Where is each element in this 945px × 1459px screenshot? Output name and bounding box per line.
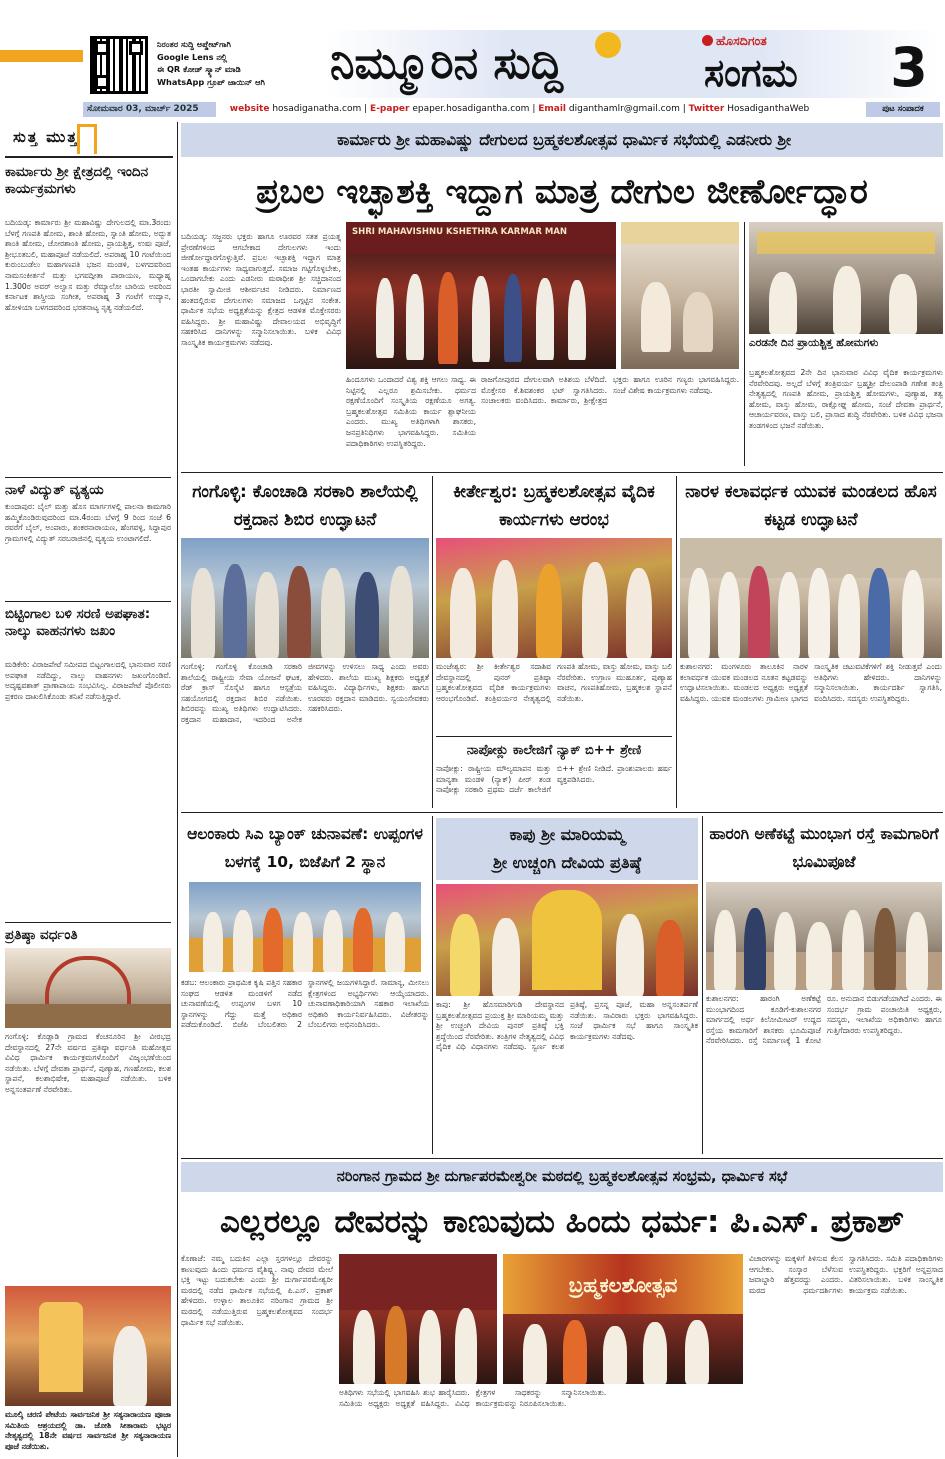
brand-logo (702, 33, 842, 49)
story-c (680, 476, 942, 808)
sidebar-photo-pooja[interactable] (5, 1286, 171, 1406)
sidebar-story-2-head: ನಾಳೆ ವಿದ್ಯುತ್ ವ್ಯತ್ಯಯ (5, 482, 104, 498)
column-rule (702, 816, 703, 1154)
story-d-body: ನಾಪೋಕ್ಲು: ರಾಷ್ಟ್ರೀಯ ಮೌಲ್ಯಮಾಪನ ಮತ್ತು ಮಾನ್ಯತಾ ಮಂಡಳಿ (ನ್ಯಾಕ್) ಪೀರ್ ತಂಡ ನಾಪೋಕ್ಲು ಸರಕಾರಿ ಪ್ರಥಮ ದರ್ಜೆ ಕಾಲೇಜಿಗೆ ಬಿ++ ಶ್ರೇಣಿ ನೀಡಿದೆ. ಪ್ರಾಂಶುಪಾಲರು ಹರ್ಷ ವ್ಯಕ್ತಪಡಿಸಿದರು. (436, 764, 672, 795)
story-e-photo[interactable] (189, 882, 421, 972)
masthead (0, 0, 945, 118)
story-b-headline: ಕೀರ್ತೇಶ್ವರ: ಬ್ರಹ್ಮಕಲಶೋತ್ಸವ ವೈದಿಕ ಕಾರ್ಯಗಳು ಆರಂಭ (453, 482, 655, 530)
bottom-story (181, 1160, 943, 1456)
story-a-photo[interactable] (181, 538, 429, 658)
qr-note-line: Google Lens ನಲ್ಲಿ (157, 51, 228, 62)
accent-bar (0, 50, 83, 62)
section-rule (181, 472, 943, 473)
story-b-body: ಮಂಜೇಶ್ವರ: ಶ್ರೀ ಕೀರ್ತೇಶ್ವರ ಸದಾಶಿವ ದೇವಸ್ಥಾನದಲ್ಲಿ ಪುನರ್ ಪ್ರತಿಷ್ಠಾ ಬ್ರಹ್ಮಕಲಶೋತ್ಸವದ ವೈದಿಕ ಕಾರ್ಯಕ್ರಮಗಳು ಆರಂಭಗೊಂಡಿವೆ. ತಂತ್ರಿವರ್ಯರ ನೇತೃತ್ವದಲ್ಲಿ ಗಣಪತಿ ಹೋಮ, ವಾಸ್ತು ಹೋಮ, ವಾಸ್ತು ಬಲಿ ನೆರವೇರಿತು. ಉಗ್ರಾಣ ಮುಹೂರ್ತ, ಪುಣ್ಯಾಹ ವಾಚನ, ಗಣಪತಿಹೋಮ, ಬ್ರಹ್ಮಕಲಶ ಸ್ಥಾಪನೆ ನಡೆಯಿತು. (436, 662, 672, 703)
separator: | (364, 104, 368, 114)
masthead-title: ನಿಮ್ಮೂರಿನ ಸುದ್ದಿ (330, 38, 564, 89)
lead-story (181, 120, 943, 472)
sidebar-story-1-head: ಕಾರ್ಮಾರು ಶ್ರೀ ಕ್ಷೇತ್ರದಲ್ಲಿ ಇಂದಿನ ಕಾರ್ಯಕ್ರಮಗಳು (5, 164, 149, 197)
qr-note-line: ನಿರಂತರ ಸುದ್ದಿ ಅಪ್ಡೇಟ್‌ಗಾಗಿ (157, 39, 231, 49)
side-photo-homa[interactable] (749, 222, 943, 334)
story-a-body: ಗಂಗೊಳ್ಳಿ: ಗಂಗೊಳ್ಳಿ ಕೊಂಚಾಡಿ ಸರಕಾರಿ ಶಾಲೆಯಲ್ಲಿ ರಾಷ್ಟ್ರೀಯ ಸೇವಾ ಯೋಜನೆ ಘಟಕ, ರೆಡ್ ಕ್ರಾಸ್ ಸೊಸೈಟಿ ಹಾಗೂ ಆಸ್ಪತ್ರೆಯ ಸಹಯೋಗದಲ್ಲಿ ರಕ್ತದಾನ ಶಿಬಿರ ನಡೆಯಿತು. ಶಿಬಿರವನ್ನು ಮುಖ್ಯ ಅತಿಥಿಗಳು ಉದ್ಘಾಟಿಸಿದರು. ರಕ್ತದಾನ ಮಹಾದಾನ, ಇದರಿಂದ ಅನೇಕ ಜೀವಗಳನ್ನು ಉಳಿಸಲು ಸಾಧ್ಯ ಎಂದು ಅವರು ಹೇಳಿದರು. ಶಾಲೆಯ ಮುಖ್ಯ ಶಿಕ್ಷಕರು ಅಧ್ಯಕ್ಷತೆ ವಹಿಸಿದ್ದರು. ವಿದ್ಯಾರ್ಥಿಗಳು, ಶಿಕ್ಷಕರು ಹಾಗೂ ಊರವರು ರಕ್ತದಾನ ಮಾಡಿದರು. ಸ್ವಯಂಸೇವಕರು ಸಹಕರಿಸಿದರು. (181, 662, 429, 724)
divider (5, 601, 171, 602)
lead-body-right: ರಾಜಗೋಪುರದ ದೇಗುಲವಾಗಿ ಅತಿಶಯ ಬೆಳೆದಿದೆ. ಮೊಕ್ತೇಸರ ಕೆ.ಶಿವಶಂಕರ ಭಟ್ ಸ್ವಾಗತಿಸಿದರು. ಸಂಚಾಲಕರು ವಂದಿಸಿದರು. ಕಾರ್ಮಾರು, ಶ್ರೀಕ್ಷೇತ್ರದ ಭಕ್ತರು ಹಾಗೂ ಊರಿನ ಗಣ್ಯರು ಭಾಗವಹಿಸಿದ್ದರು. ಸಂಜೆ ವಿಶೇಷ ಕಾರ್ಯಕ್ರಮಗಳು ನಡೆದವು. (481, 375, 739, 406)
sidebar-story-1-body: ಬದಿಯಡ್ಕ: ಕಾರ್ಮಾರು ಶ್ರೀ ಮಹಾವಿಷ್ಣು ದೇಗುಲದಲ್ಲಿ ಮಾ.3ರಂದು ಬೆಳಗ್ಗೆ ಗಣಪತಿ ಹೋಮ, ಶಾಂತಿ ಹೋಮ, ಸ್ವಾಂತಿ ಹೋಮ, ಅದ್ಭುತ ಶಾಂತಿ ಹೋಮ, ಚೋರಶಾಂತಿ ಹೋಮ, ಪ್ರಾಯಶ್ಚಿತ್ತ, ಉಷಃ ಪೂಜೆ, ಶ್ರೀಭೂತಬಲಿ, ಮಹಾಪೂಜೆ ನಡೆಯಲಿದೆ. ಅಪರಾಹ್ನ 10 ಗಂಟೆಯಿಂದ ಕುರುಂಬುಡೆಲು ಮಹಾಗಣಪತಿ ಭಜನ ಮಂಡಳಿ, ಬಳಗದವರಿಂದ ನಾಮಸಂಕೀರ್ತನೆ ಮತ್ತು ಭಗವದ್ಗೀತಾ ಪಾರಾಯಣ, ಮಧ್ಯಾಹ್ನ 1.300ರ ಅವರ್ ಅಲ್ವಾಸ ಮತ್ತು ರೆಮ್ಯಾಲೋ ಬಾರಿಯ ಅವರಿಂದ ಕರ್ನಾಟಕ ಶಾಸ್ತ್ರೀಯ ಸಂಗೀತ, ಅಪರಾಹ್ನ 3 ಗಂಟೆಗೆ ಉದ್ಯಾನ, ಹೋಳಿಯಾ ಬಳಗದವರಿಂದ ಭರತನಾಟ್ಯ ನೃತ್ಯ ನಡೆಯಲಿದೆ. (5, 218, 171, 312)
twitter-link[interactable]: HosadiganthaWeb (727, 104, 810, 114)
story-d (436, 740, 672, 808)
section-rule (436, 736, 672, 737)
side-story-body: ಬ್ರಹ್ಮಕಲಶೋತ್ಸವದ 2ನೇ ದಿನ ಭಾನುವಾರ ವಿವಿಧ ವೈದಿಕ ಕಾರ್ಯಕ್ರಮಗಳು ನೆರವೇರಿದವು. ಅಲ್ಲದೆ ಬೆಳಗ್ಗೆ ತಂತ್ರಿವರ್ಯ ಬ್ರಹ್ಮಶ್ರೀ ದೇಲಂಪಾಡಿ ಗಣೇಶ ತಂತ್ರಿ ನೇತೃತ್ವದಲ್ಲಿ ಗಣಪತಿ ಹೋಮ, ಪ್ರಾಯಶ್ಚಿತ್ತ ಹೋಮಗಳು, ಪುಣ್ಯಾಹ, ತತ್ವ ಹೋಮ, ವಾಸ್ತು ಹೋಮ, ರಾಕ್ಷೋಘ್ನ ಹೋಮ, ಸಂಜೆ ದೇವತಾ ಪ್ರಾರ್ಥನೆ, ಆಚಾರ್ಯವರಣ, ವಾಸ್ತು ಬಲಿ, ಪ್ರಾಸಾದ ಶುದ್ಧಿ ನೆರವೇರಿತು. ಬಳಿಕ ವಿವಿಧ ಭಜನಾ ತಂಡಗಳಿಂದ ಭಜನೆ ನಡೆಯಿತು. (749, 368, 943, 430)
story-g-body: ಕುಶಾಲನಗರ: ಹಾರಂಗಿ ಅಣೆಕಟ್ಟೆ ಮುಂಭಾಗದಿಂದ ಕೂಡಿಗೆ-ಕುಶಾಲನಗರ ಮಾರ್ಗದಲ್ಲಿ ಅರ್ಧ ಕಿಲೋಮೀಟರ್ ಉದ್ದದ ರಸ್ತೆಯ ಕಾಮಗಾರಿಗೆ ಶಾಸಕರು ಭೂಮಿಪೂಜೆ ನೆರವೇರಿಸಿದರು. ರಸ್ತೆ ನಿರ್ಮಾಣಕ್ಕೆ 1 ಕೋಟಿ ರೂ. ಅನುದಾನ ಬಿಡುಗಡೆಯಾಗಿದೆ ಎಂದರು. ಈ ಸಂದರ್ಭ ಗ್ರಾಮ ಪಂಚಾಯಿತಿ ಅಧ್ಯಕ್ಷರು, ಸದಸ್ಯರು, ಇಲಾಖೆಯ ಅಧಿಕಾರಿಗಳು ಹಾಗೂ ಗುತ್ತಿಗೆದಾರರು ಉಪಸ್ಥಿತರಿದ್ದರು. (706, 994, 942, 1046)
divider (5, 477, 171, 478)
lead-body-mid: ಹಿಂದೂಗಳು ಒಂದಾದರೆ ವಿಶ್ವ ಶಕ್ತಿ ಆಗಲು ಸಾಧ್ಯ. ಈ ನಿಟ್ಟಿನಲ್ಲಿ ಎಲ್ಲರೂ ಶ್ರಮಿಸಬೇಕು. ಧರ್ಮದ ರಕ್ಷಣೆಯೊಂದಿಗೆ ಸಂಸ್ಕೃತಿಯ ರಕ್ಷಣೆಯೂ ಅಗತ್ಯ. ಬ್ರಹ್ಮಕಲಶೋತ್ಸವ ಸಮಿತಿಯ ಕಾರ್ಯ ಶ್ಲಾಘನೀಯ ಎಂದರು. ಮುಖ್ಯ ಅತಿಥಿಗಳಾಗಿ ಶಾಸಕರು, ಜನಪ್ರತಿನಿಧಿಗಳು ಭಾಗವಹಿಸಿದ್ದರು. ಸಮಿತಿಯ ಪದಾಧಿಕಾರಿಗಳು ಉಪಸ್ಥಿತರಿದ್ದರು. (346, 375, 476, 448)
bottom-photo-stage[interactable] (503, 1254, 743, 1384)
story-b-photo[interactable] (436, 538, 672, 658)
separator: | (532, 104, 536, 114)
story-f-body: ಕಾಪು: ಶ್ರೀ ಹೊಸಮಾರಿಗುಡಿ ದೇವಸ್ಥಾನದ ಬ್ರಹ್ಮಕಲಶೋತ್ಸವದ ಪ್ರಯುಕ್ತ ಶ್ರೀ ಮಾರಿಯಮ್ಮ ಮತ್ತು ಶ್ರೀ ಉಚ್ಚಂಗಿ ದೇವಿಯ ಪುನರ್ ಪ್ರತಿಷ್ಠೆ ಭಕ್ತಿ ಶ್ರದ್ಧೆಯಿಂದ ನೆರವೇರಿತು. ತಂತ್ರಿಗಳ ನೇತೃತ್ವದಲ್ಲಿ ವಿವಿಧ ವೈದಿಕ ವಿಧಿ ವಿಧಾನಗಳು ನಡೆದವು. ಸ್ವರ್ಣ ಕಲಶ ಪ್ರತಿಷ್ಠೆ, ಪ್ರಸನ್ನ ಪೂಜೆ, ಮಹಾ ಅನ್ನಸಂತರ್ಪಣೆ ನಡೆಯಿತು. ಸಾವಿರಾರು ಭಕ್ತರು ಭಾಗವಹಿಸಿದ್ದರು. ಸಂಜೆ ಧಾರ್ಮಿಕ ಸಭೆ ಹಾಗೂ ಸಾಂಸ್ಕೃತಿಕ ಕಾರ್ಯಕ್ರಮಗಳು ನಡೆದವು. (436, 1000, 698, 1052)
frame-icon (77, 124, 97, 154)
story-e-headline: ಆಲಂಕಾರು ಸಿಎ ಬ್ಯಾಂಕ್ ಚುನಾವಣೆ: ಉಪ್ಪಂಗಳ ಬಳಗಕ್ಕೆ 10, ಬಿಜೆಪಿಗೆ 2 ಸ್ಥಾನ (187, 825, 423, 871)
sidebar-story-4-body: ಗಂಗೊಳ್ಳಿ: ಕೊಡ್ಲಾಡಿ ಗ್ರಾಮದ ಕೆಂಚನೂರಿನ ಶ್ರೀ ವೀರಭದ್ರ ದೇವಸ್ಥಾನದಲ್ಲಿ 27ನೇ ವರ್ಷದ ಪ್ರತಿಷ್ಠಾ ವರ್ಧಂತಿ ಮಹೋತ್ಸವ ವಿವಿಧ ಧಾರ್ಮಿಕ ಕಾರ್ಯಕ್ರಮಗಳೊಂದಿಗೆ ವಿಜೃಂಭಣೆಯಿಂದ ನಡೆಯಿತು. ಬೆಳಗ್ಗೆ ದೇವತಾ ಪ್ರಾರ್ಥನೆ, ಪುಣ್ಯಾಹ, ಗಣಹೋಮ, ಕಲಶ ಸ್ಥಾಪನೆ, ಕಲಶಾಭಿಷೇಕ, ಮಹಾಪೂಜೆ ನಡೆಯಿತು. ಬಳಿಕ ಅನ್ನಸಂತರ್ಪಣೆ ನೆರವೇರಿತು. (5, 1032, 171, 1094)
brand-logo-icon (702, 35, 713, 46)
section-rule (181, 812, 943, 813)
story-g-photo[interactable] (706, 882, 942, 990)
issue-date: ಸೋಮವಾರ 03, ಮಾರ್ಚ್ 2025 (83, 102, 216, 117)
column-rule (177, 122, 178, 1457)
sidebar-photo-caption: ಮೂಲ್ಕಿ ಚರಣಿ ಪೇಟೆಯ ಸಾರ್ವಜನಿಕ ಶ್ರೀ ಸತ್ಯನಾರಾಯಣ ಪೂಜಾ ಸಮಿತಿಯ ಆಶ್ರಯದಲ್ಲಿ ಡಾ. ಜೋಶಿ ಸೀತಾರಾಮ ಭಟ್ಟರ ನೇತೃತ್ವದಲ್ಲಿ 18ನೇ ವರ್ಷದ ಸಾರ್ವಜನಿಕ ಶ್ರೀ ಸತ್ಯನಾರಾಯಣ ಪೂಜೆ ನಡೆಯಿತು. (5, 1410, 171, 1451)
section-name: ಸಂಗಮ (704, 51, 798, 95)
lead-photo-ritual[interactable] (621, 222, 739, 369)
column-rule (744, 222, 745, 466)
epaper-link[interactable]: epaper.hosadigantha.com (412, 104, 530, 114)
divider (5, 922, 171, 923)
qr-note-line: WhatsApp ಗ್ರೂಪ್ ಜಾಯಿನ್ ಆಗಿ (157, 76, 265, 87)
sidebar-story-4-head: ಪ್ರತಿಷ್ಠಾ ವರ್ಧಂತಿ (5, 927, 78, 943)
sidebar (5, 122, 173, 1457)
story-d-headline: ನಾಪೋಕ್ಲು ಕಾಲೇಜಿಗೆ ನ್ಯಾಕ್ ಬಿ++ ಶ್ರೇಣಿ (466, 743, 642, 758)
story-f-photo[interactable] (436, 884, 698, 996)
epaper-label: E-paper (370, 104, 410, 114)
bottom-kicker: ನರಿಂಗಾನ ಗ್ರಾಮದ ಶ್ರೀ ದುರ್ಗಾಪರಮೇಶ್ವರೀ ಮಠದಲ್ಲಿ ಬ್ರಹ್ಮಕಲಶೋತ್ಸವ ಸಂಭ್ರಮ, ಧಾರ್ಮಿಕ ಸಭೆ (336, 1169, 788, 1185)
sidebar-logo (5, 124, 173, 158)
stage-banner: ಬ್ರಹ್ಮಕಲಶೋತ್ಸವ (568, 1273, 678, 1297)
bottom-headline: ಎಲ್ಲರಲ್ಲೂ ದೇವರನ್ನು ಕಾಣುವುದು ಹಿಂದು ಧರ್ಮ: ಪಿ.ಎಸ್. ಪ್ರಕಾಶ್ (220, 1204, 904, 1240)
website-link[interactable]: hosadiganatha.com (272, 104, 362, 114)
lead-body-left: ಬದಿಯಡ್ಕ: ಸಜ್ಜನರು ಭಕ್ತರು ಹಾಗೂ ಊರವರ ಸತತ ಪ್ರಯತ್ನ ಪ್ರೇರಣೆಗಳಿಂದ ಆಗಬೇಕಾದ ದೇಗುಲಗಳು ಇಂದು ಜೀರ್ಣೋದ್ಧಾರಗೊಳ್ಳುತ್ತಿವೆ. ಪ್ರಬಲ ಇಚ್ಛಾಶಕ್ತಿ ಇದ್ದಾಗ ಮಾತ್ರ ಇಂತಹ ಕಾರ್ಯಗಳು ಸಾಧ್ಯವಾಗುತ್ತದೆ. ಸಮಾಜ ಗಟ್ಟಿಗೊಳ್ಳಬೇಕು, ಒಂದಾಗಬೇಕು ಎಂದು ಎಡನೀರು ಮಠಾಧೀಶ ಶ್ರೀ ಸಚ್ಚಿದಾನಂದ ಭಾರತೀ ಸ್ವಾಮೀಜಿ ಆಶೀರ್ವಚನ ನೀಡಿದರು. ನಿರ್ಮಾಣದ ಹಂತದಲ್ಲಿರುವ ದೇಗುಲಗಳು ಸಮಾಜದ ಒಗ್ಗಟ್ಟಿನ ಸಂಕೇತ. ಧಾರ್ಮಿಕ ಸಭೆಯ ಅಧ್ಯಕ್ಷತೆಯನ್ನು ಕ್ಷೇತ್ರದ ಆಡಳಿತ ಮೊಕ್ತೇಸರರು ವಹಿಸಿದ್ದರು. ಶ್ರೀ ಮಹಾವಿಷ್ಣು ದೇವಾಲಯದ ಅಭಿವೃದ್ಧಿಗೆ ಸಹಕರಿಸಿದ ದಾನಿಗಳನ್ನು ಸನ್ಮಾನಿಸಲಾಯಿತು. ಬಳಿಕ ವಿವಿಧ ಸಾಂಸ್ಕೃತಿಕ ಕಾರ್ಯಕ್ರಮಗಳು ನಡೆದವು. (181, 232, 341, 347)
story-f-headline-1: ಕಾಪು ಶ್ರೀ ಮಾರಿಯಮ್ಮ (509, 825, 625, 844)
edition-tag: ಪುಟ ಸಂಪಾದಕ (866, 102, 940, 117)
page-number: 3 (890, 36, 928, 99)
sidebar-story-2-body: ಕುಂದಾಪುರ: ಬೈಲ್ ಮತ್ತು ಹೊಸ ಮಾರ್ಗಗಳಲ್ಲಿ ಪಾಲನಾ ಕಾಮಗಾರಿ ಹಮ್ಮಿಕೊಂಡಿರುವುದರಿಂದ ಮಾ.4ರಂದು ಬೆಳಗ್ಗೆ 9 ರಿಂದ ಸಂಜೆ 6 ರವರೆಗೆ ಬೈಲ್, ಅಂಪಾರು, ಶಂಕರನಾರಾಯಣ, ಹೆಂಗವಳ್ಳಿ, ಸಿದ್ದಾಪುರ ಗ್ರಾಮಗಳಲ್ಲಿ ವಿದ್ಯುತ್ ಸರಬರಾಜಿನಲ್ಲಿ ವ್ಯತ್ಯಯ ಉಂಟಾಗಲಿದೆ. (5, 502, 171, 543)
separator: | (682, 104, 686, 114)
sidebar-photo-shrine[interactable] (5, 948, 171, 1028)
lead-kicker: ಕಾರ್ಮಾರು ಶ್ರೀ ಮಹಾವಿಷ್ಣು ದೇಗುಲದ ಬ್ರಹ್ಮಕಲಶೋತ್ಸವ ಧಾರ್ಮಿಕ ಸಭೆಯಲ್ಲಿ ಎಡನೀರು ಶ್ರೀ (336, 131, 792, 149)
story-f-headline-2: ಶ್ರೀ ಉಚ್ಚಂಗಿ ದೇವಿಯ ಪ್ರತಿಷ್ಠೆ (493, 853, 641, 872)
bottom-photo-dignitaries[interactable] (339, 1254, 497, 1384)
lead-headline: ಪ್ರಬಲ ಇಚ್ಛಾಶಕ್ತಿ ಇದ್ದಾಗ ಮಾತ್ರ ದೇಗುಲ ಜೀರ್ಣೋದ್ಧಾರ (256, 172, 868, 212)
email-label: Email (538, 104, 567, 114)
qr-note-line: ಈ QR ಕೋಡ್ ಸ್ಕ್ಯಾನ್ ಮಾಡಿ (157, 64, 241, 74)
story-g (706, 816, 942, 1154)
website-label: website (229, 104, 270, 114)
twitter-label: Twitter (688, 104, 725, 114)
sidebar-story-3-body: ಮಡಿಕೇರಿ: ವಿರಾಜಪೇಟೆ ಸಮೀಪದ ಬಿಟ್ಟಂಗಾಲದಲ್ಲಿ ಭಾನುವಾರ ಸರಣಿ ಅಪಘಾತ ನಡೆದಿದ್ದು, ನಾಲ್ಕು ವಾಹನಗಳು ಜಖಂಗೊಂಡಿವೆ. ಅದೃಷ್ಟವಶಾತ್ ಪ್ರಾಣಾಪಾಯ ಸಂಭವಿಸಿಲ್ಲ. ವಿರಾಜಪೇಟೆ ಪೊಲೀಸರು ಪ್ರಕರಣ ದಾಖಲಿಸಿಕೊಂಡು ತನಿಖೆ ನಡೆಸುತ್ತಿದ್ದಾರೆ. (5, 660, 171, 701)
column-rule (676, 476, 677, 808)
email-link[interactable]: diganthamlr@gmail.com (568, 104, 680, 114)
sidebar-story-3-head: ಬಿಟ್ಟಿಂಗಾಲ ಬಳಿ ಸರಣಿ ಅಪಘಾತ: ನಾಲ್ಕು ವಾಹನಗಳು ಜಖಂ (5, 606, 151, 639)
story-a (181, 476, 429, 808)
story-e-body: ಕಡಬ: ಆಲಂಕಾರು ಪ್ರಾಥಮಿಕ ಕೃಷಿ ಪತ್ತಿನ ಸಹಕಾರ ಸಂಘದ ಆಡಳಿತ ಮಂಡಳಿಗೆ ನಡೆದ ಚುನಾವಣೆಯಲ್ಲಿ ಉಪ್ಪಂಗಳ ಬಳಗ 10 ಸ್ಥಾನಗಳನ್ನು ಗೆದ್ದು ಮತ್ತೆ ಅಧಿಕಾರ ಪಡೆದುಕೊಂಡಿದೆ. ಬಿಜೆಪಿ ಬೆಂಬಲಿತರು 2 ಸ್ಥಾನಗಳಲ್ಲಿ ಜಯಗಳಿಸಿದ್ದಾರೆ. ಸಾಮಾನ್ಯ, ಮೀಸಲು ಕ್ಷೇತ್ರಗಳಿಂದ ಅಭ್ಯರ್ಥಿಗಳು ಆಯ್ಕೆಯಾದರು. ಚುನಾವಣಾಧಿಕಾರಿಯಾಗಿ ಸಹಕಾರ ಇಲಾಖೆಯ ಅಧಿಕಾರಿ ಕಾರ್ಯನಿರ್ವಹಿಸಿದರು. ವಿಜೇತರನ್ನು ಬೆಂಬಲಿಗರು ಅಭಿನಂದಿಸಿದರು. (181, 978, 429, 1030)
bottom-body-right: ವಿಚಾರಗಳನ್ನು ಮಕ್ಕಳಿಗೆ ತಿಳಿಸುವ ಕೆಲಸ ಆಗಬೇಕು. ಸಂಸ್ಕಾರ ಬೆಳೆಸುವ ಜವಾಬ್ದಾರಿ ಹೆತ್ತವರದ್ದು ಎಂದರು. ಮಠದ ಧರ್ಮದರ್ಶಿಗಳು ಸ್ವಾಗತಿಸಿದರು. ಸಮಿತಿ ಪದಾಧಿಕಾರಿಗಳು ಉಪಸ್ಥಿತರಿದ್ದರು. ಭಕ್ತರಿಗೆ ಅನ್ನಪ್ರಸಾದ ವಿತರಿಸಲಾಯಿತು. ಬಳಿಕ ಸಾಂಸ್ಕೃತಿಕ ಕಾರ್ಯಕ್ರಮ ನಡೆಯಿತು. (749, 1254, 943, 1295)
column-rule (432, 476, 433, 808)
info-strip (83, 102, 940, 117)
side-story-head: ಎರಡನೇ ದಿನ ಪ್ರಾಯಶ್ಚಿತ್ತ ಹೋಮಗಳು (749, 337, 879, 349)
sidebar-logo-text: ಸುತ್ತ ಮುತ್ತ (13, 128, 79, 146)
story-f (436, 816, 698, 1154)
section-rule (181, 1158, 943, 1159)
story-c-body: ಕುಶಾಲನಗರ: ಮಂಗಳೂರು ತಾಲೂಕಿನ ನಾರಳ ಕಲಾವರ್ಧಕ ಯುವಕ ಮಂಡಲದ ನೂತನ ಕಟ್ಟಡವನ್ನು ಉದ್ಘಾಟಿಸಲಾಯಿತು. ಮಂಡಲದ ಅಧ್ಯಕ್ಷರು ಅಧ್ಯಕ್ಷತೆ ವಹಿಸಿದ್ದರು. ಯುವಕ ಮಂಡಲಗಳು ಗ್ರಾಮೀಣ ಭಾಗದ ಸಾಂಸ್ಕೃತಿಕ ಚಟುವಟಿಕೆಗಳಿಗೆ ಶಕ್ತಿ ನೀಡುತ್ತವೆ ಎಂದು ಅತಿಥಿಗಳು ಹೇಳಿದರು. ದಾನಿಗಳನ್ನು ಸನ್ಮಾನಿಸಲಾಯಿತು. ಕಾರ್ಯದರ್ಶಿ ಸ್ವಾಗತಿಸಿ, ವಂದಿಸಿದರು. ಸದಸ್ಯರು ಉಪಸ್ಥಿತರಿದ್ದರು. (680, 662, 942, 703)
story-a-headline: ಗಂಗೊಳ್ಳಿ: ಕೊಂಚಾಡಿ ಸರಕಾರಿ ಶಾಲೆಯಲ್ಲಿ ರಕ್ತದಾನ ಶಿಬಿರ ಉದ್ಘಾಟನೆ (192, 482, 418, 530)
brand-name: ಹೊಸದಿಗಂತ (716, 33, 767, 48)
qr-code[interactable] (90, 36, 148, 94)
lead-photo-stage[interactable] (346, 222, 616, 369)
banner-text: SHRI MAHAVISHNU KSHETHRA KARMAR MAN (352, 227, 568, 237)
lead-banner (346, 222, 616, 254)
story-c-headline: ನಾರಳ ಕಲಾವರ್ಧಕ ಯುವಕ ಮಂಡಲದ ಹೊಸ ಕಟ್ಟಡ ಉದ್ಘಾಟನೆ (685, 482, 937, 530)
story-e (181, 816, 429, 1154)
story-g-headline: ಹಾರಂಗಿ ಅಣೆಕಟ್ಟೆ ಮುಂಭಾಗ ರಸ್ತೆ ಕಾಮಗಾರಿಗೆ ಭೂಮಿಪೂಜೆ (709, 825, 939, 871)
bottom-body-mid: ಅತಿಥಿಗಳು ಸಭೆಯಲ್ಲಿ ಭಾಗವಹಿಸಿ ಶುಭ ಹಾರೈಸಿದರು. ಸಮಿತಿಯ ಅಧ್ಯಕ್ಷರು ಅಧ್ಯಕ್ಷತೆ ವಹಿಸಿದ್ದರು. ವಿವಿಧ ಕ್ಷೇತ್ರಗಳ ಸಾಧಕರನ್ನು ಸನ್ಮಾನಿಸಲಾಯಿತು. ಕಾರ್ಯಕ್ರಮವನ್ನು ನಿರೂಪಿಸಲಾಯಿತು. (339, 1388, 607, 1408)
story-c-photo[interactable] (680, 538, 942, 658)
qr-instructions (157, 38, 317, 88)
story-b (436, 476, 672, 732)
bottom-body-left: ಕೊಣಾಜೆ: ನಮ್ಮ ಬದುಕಿನ ಎಲ್ಲಾ ಸ್ತರಗಳಲ್ಲೂ ದೇವರನ್ನು ಕಾಣುವುದು ಹಿಂದು ಧರ್ಮದ ವೈಶಿಷ್ಟ್ಯ. ನಾವು ದೇವರ ಮೇಲೆ ಭಕ್ತಿ ಇಟ್ಟು ಬದುಕಬೇಕು ಎಂದು ಶ್ರೀ ದುರ್ಗಾಪರಮೇಶ್ವರೀ ಮಠದಲ್ಲಿ ನಡೆದ ಧಾರ್ಮಿಕ ಸಭೆಯಲ್ಲಿ ಪಿ.ಎಸ್. ಪ್ರಕಾಶ್ ಹೇಳಿದರು. ಉಳ್ಳಾಲ ತಾಲೂಕಿನ ನರಿಂಗಾನ ಗ್ರಾಮದ ಶ್ರೀ ಮಠದಲ್ಲಿ ನಡೆಯುತ್ತಿರುವ ಬ್ರಹ್ಮಕಲಶೋತ್ಸವದ ಸಂದರ್ಭ ಧಾರ್ಮಿಕ ಸಭೆ ನಡೆಯಿತು. (181, 1254, 333, 1327)
column-rule (432, 816, 433, 1154)
